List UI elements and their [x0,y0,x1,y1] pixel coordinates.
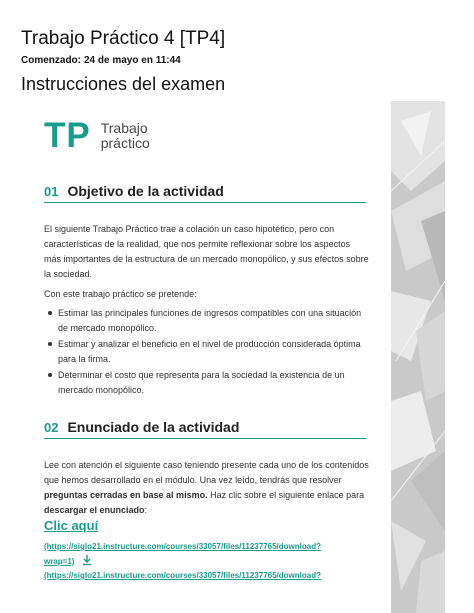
section-objective-heading [44,175,366,203]
statement-text: Haz clic sobre el siguiente enlace para [207,490,365,500]
started-label: Comenzado: [21,55,81,66]
statement-text: : [144,505,148,515]
section-number: 02 [44,420,59,435]
started-value: 24 de mayo en 11:44 [84,55,181,66]
started-info [21,55,181,66]
logo-text [101,121,150,151]
logo-line2: práctico [100,134,150,151]
statement-bold-download: descargar el enunciado [44,505,145,515]
geometric-pattern-image [391,101,445,613]
statement-text: Lee con atención el siguiente caso teniendo presente cada uno de los contenidos que hemos desarrollado en el módulo. Una vez leído, tendrás que resolver [44,460,369,485]
download-icon[interactable] [81,554,93,566]
objectives-list [44,306,369,399]
list-item: Estimar y analizar el beneficio en el nivel de producción considerada óptima para la firma. [44,337,369,367]
objective-intro: Con este trabajo práctico se pretende: [44,289,197,299]
page-title: Trabajo Práctico 4 [TP4] [21,28,226,49]
section-title: Objetivo de la actividad [67,183,224,199]
logo-mark: TP [44,116,91,155]
section-statement-heading [44,411,366,439]
list-item: Determinar el costo que representa para la sociedad la existencia de un mercado monopólico. [44,368,369,398]
tp-logo [44,118,150,153]
decorative-banner [391,101,445,613]
download-link[interactable]: Clic aquí [44,518,99,533]
instructions-heading: Instrucciones del examen [21,74,226,94]
statement-bold-closed-questions: preguntas cerradas en base al mismo. [44,490,208,500]
section-number: 01 [44,184,59,199]
download-url-wrap[interactable]: wrap=1) [44,557,75,566]
download-url-link[interactable]: (https://siglo21.instructure.com/courses/33057/files/11237765/download? [44,542,321,551]
objective-paragraph: El siguiente Trabajo Práctico trae a colación un caso hipotético, pero con características de la realidad, que nos permite reflexionar sobre los aspectos más importantes de la estructura de un mercado monopólico, y sus efectos sobre la sociedad. [44,224,369,279]
list-item: Estimar las principales funciones de ingresos compatibles con una situación de mercado monopólico. [44,306,369,336]
section-title: Enunciado de la actividad [67,419,240,435]
logo-line1: Trabajo [100,119,148,136]
statement-paragraph [44,458,369,518]
download-url-link-alt[interactable]: (https://siglo21.instructure.com/courses/33057/files/11237765/download? [44,571,321,580]
